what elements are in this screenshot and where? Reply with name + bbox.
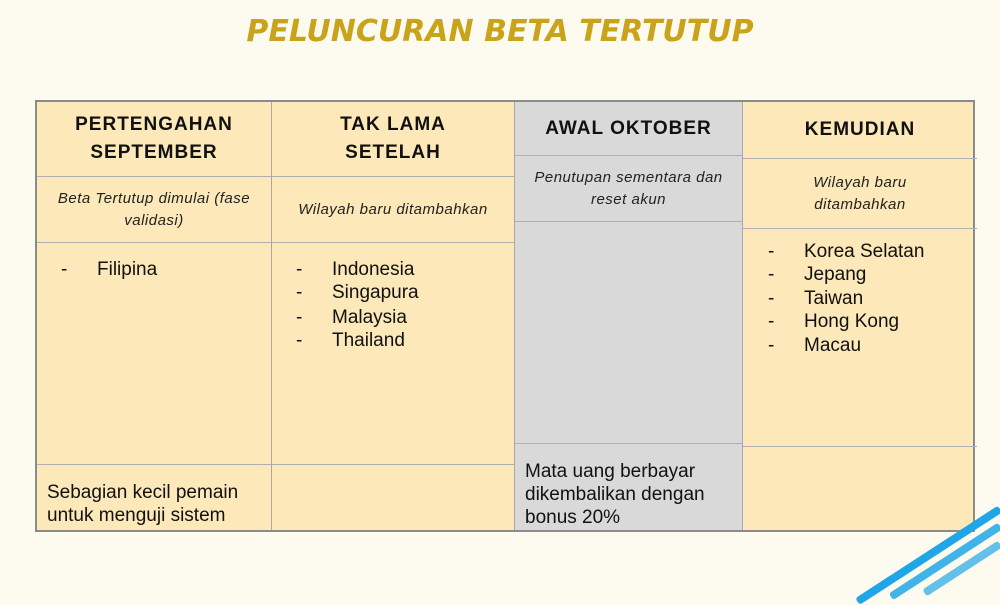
bullet-dash: - <box>61 259 68 280</box>
bullet-dash: - <box>296 281 303 303</box>
region-label: Indonesia <box>332 259 415 280</box>
column-early-october <box>515 102 743 530</box>
bullet-dash: - <box>296 259 303 280</box>
bullet-dash: - <box>768 241 775 262</box>
region-label: Hong Kong <box>804 310 900 332</box>
bullet-dash: - <box>768 310 775 332</box>
bullet-dash: - <box>768 263 775 285</box>
list-item <box>296 259 514 282</box>
column-subtitle: Beta Tertutup dimulai (fase validasi) <box>37 177 271 243</box>
region-label: Singapura <box>332 281 419 303</box>
bullet-dash: - <box>768 288 775 309</box>
column-shortly-after <box>272 102 515 530</box>
column-header: TAK LAMA SETELAH <box>272 102 514 177</box>
bullet-dash: - <box>296 307 303 328</box>
column-subtitle: Wilayah baru ditambahkan <box>743 159 977 229</box>
column-header: AWAL OKTOBER <box>515 102 742 156</box>
column-item-list <box>272 243 514 465</box>
region-label: Macau <box>804 335 862 356</box>
region-label: Malaysia <box>332 307 407 328</box>
bullet-dash: - <box>768 335 775 356</box>
column-item-list <box>37 243 271 465</box>
slide-title: PELUNCURAN BETA TERTUTUP <box>246 14 754 49</box>
column-header: KEMUDIAN <box>743 102 977 159</box>
list-item <box>768 263 977 287</box>
column-header: PERTENGAHAN SEPTEMBER <box>37 102 271 177</box>
column-footer <box>272 465 514 530</box>
region-label: Thailand <box>332 329 405 351</box>
list-item <box>768 335 977 358</box>
list-item <box>768 241 977 264</box>
column-later <box>743 102 977 530</box>
region-label: Korea Selatan <box>804 241 925 262</box>
list-item <box>296 307 514 330</box>
column-mid-september <box>37 102 272 530</box>
list-item <box>296 281 514 305</box>
column-subtitle: Wilayah baru ditambahkan <box>272 177 514 243</box>
bullet-dash: - <box>296 329 303 351</box>
region-label: Filipina <box>97 259 158 280</box>
list-item <box>296 329 514 353</box>
list-item <box>768 288 977 311</box>
region-label: Taiwan <box>804 288 864 309</box>
region-label: Jepang <box>804 263 867 285</box>
list-item <box>61 259 271 282</box>
column-footer <box>743 447 977 530</box>
column-item-list <box>743 229 977 447</box>
column-item-list <box>515 222 742 444</box>
list-item <box>768 310 977 334</box>
timeline-table <box>35 100 975 532</box>
column-footer: Sebagian kecil pemain untuk menguji sistem <box>47 482 239 526</box>
column-footer: Mata uang berbayar dikembalikan dengan bonus 20% <box>525 461 705 528</box>
column-subtitle: Penutupan sementara dan reset akun <box>515 156 742 222</box>
